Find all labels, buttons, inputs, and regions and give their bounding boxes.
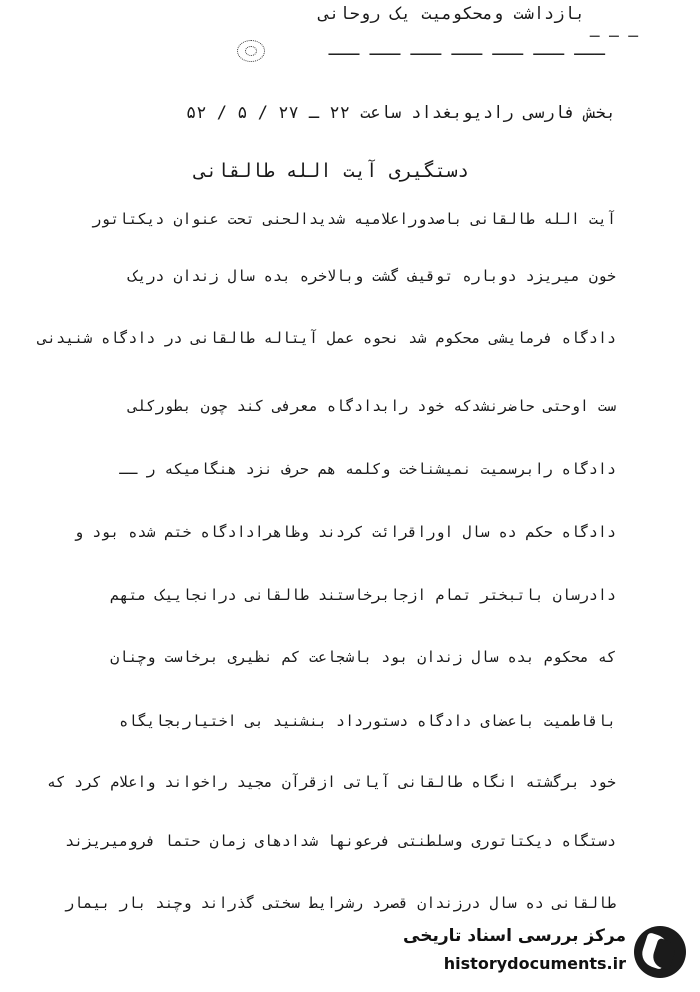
section-heading: دستگیری آیت الله طالقانی — [194, 160, 469, 182]
body-line: خود برگشته انگاه طالقانی آیاتی ازقرآن مجید راخواند واعلام کرد که — [47, 773, 616, 791]
body-line: دادرسان باتبختر تمام ازجابرخاستند طالقانی درانجاییک متهم — [110, 586, 616, 604]
body-line: خون میریزد دوباره توقیف گشت وبالاخره بده سال زندان دریک — [128, 267, 616, 285]
margin-mark: ـ ـ ـ — [589, 22, 638, 41]
circular-stamp-icon — [237, 40, 265, 62]
body-line: دادگاه حکم ده سال اوراقرائت کردند وظاهرادادگاه ختم شده بود و — [74, 523, 616, 541]
body-line: که محکوم بده سال زندان بود باشجاعت کم نظیری برخاست وچنان — [110, 648, 616, 666]
body-line: دستگاه دیکتاتوری وسلطنتی فرعونها شدادهای زمان حتما فرومیریزند — [65, 832, 616, 850]
broadcast-header: بخش فارسی رادیوبغداد ساعت ۲۲ ـ ۲۷ / ۵ / ۵۲ — [186, 103, 616, 123]
archive-watermark — [396, 922, 686, 984]
title-underline: ـــ ـــ ـــ ـــ ـــ ـــ ـــ — [328, 40, 605, 60]
body-line: دادگاه رابرسمیت نمیشناخت وکلمه هم حرف نزد هنگامیکه ر ــ — [119, 460, 616, 478]
body-line: باقاطمیت باعضای دادگاه دستورداد بنشنید بی اختیاربجایگاه — [119, 712, 616, 730]
body-line: دادگاه فرمایشی محکوم شد نحوه عمل آیتاله طالقانی در دادگاه شنیدنی — [38, 329, 616, 347]
body-line: ست اوحتی حاضرنشدکه خود رابدادگاه معرفی کند چون بطورکلی — [128, 397, 616, 415]
archive-name: مرکز بررسی اسناد تاریخی — [403, 926, 626, 946]
archive-logo-icon — [634, 926, 686, 978]
document-title: بازداشت ومحکومیت یک روحانی — [318, 4, 585, 24]
archive-url: historydocuments.ir — [443, 954, 626, 973]
body-line: طالقانی ده سال درزندان قصرد رشرایط سختی گذراند وچند بار بیمار — [65, 894, 616, 912]
body-line: آیت الله طالقانی باصدوراعلامیه شدیدالحنی تحت عنوان دیکتاتور — [92, 210, 616, 228]
